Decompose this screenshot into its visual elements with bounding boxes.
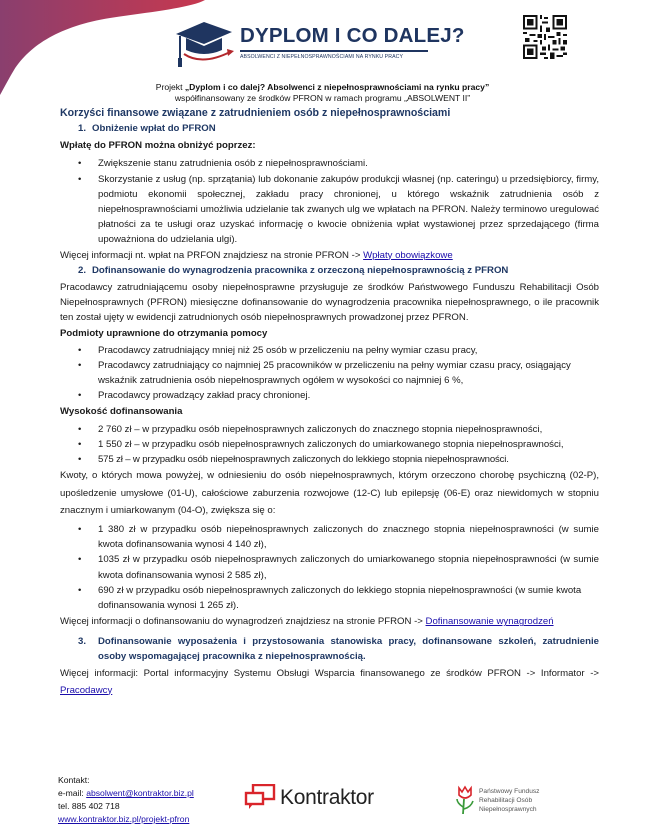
- project-prefix: Projekt: [155, 82, 185, 92]
- contact-label: Kontakt:: [58, 775, 90, 785]
- logo-subtitle: ABSOLWENCI Z NIEPEŁNOSPRAWNOŚCIAMI NA RYNKU PRACY: [240, 54, 404, 60]
- email-link[interactable]: absolwent@kontraktor.biz.pl: [86, 788, 194, 798]
- list-item: • 2 760 zł – w przypadku osób niepełnosprawnych zaliczonych do znacznego stopnia niepełnosprawności,: [78, 423, 543, 435]
- list-item: • 690 zł w przypadku osób niepełnosprawnych zaliczonych do lekkiego stopnia niepełnosprawności (w sumie kwota dofinansowania wynosi 1 265 zł).: [78, 584, 582, 611]
- list-item: • Pracodawcy zatrudniający mniej niż 25 osób w przeliczeniu na pełny wymiar czasu pracy,: [78, 344, 478, 356]
- eligible-list: [60, 343, 599, 404]
- section-1-more-info: Więcej informacji nt. wpłat na PRFON znajdziesz na stronie PFRON -> Wpłaty obowiązkowe: [60, 249, 453, 261]
- amount-heading: Wysokość dofinansowania: [60, 405, 183, 417]
- project-title-line: [0, 82, 645, 92]
- extra-amount-list: [60, 522, 599, 613]
- pfron-name: Państwowy Fundusz Rehabilitacji Osób Niepełnosprawnych: [479, 787, 540, 813]
- contact-email-line: e-mail: absolwent@kontraktor.biz.pl: [58, 788, 194, 798]
- kontraktor-wordmark: Kontraktor: [280, 786, 374, 809]
- footer-contact: [58, 774, 194, 826]
- section-1-title: Obniżenie wpłat do PFRON: [92, 123, 216, 134]
- document-body: [60, 105, 599, 699]
- list-item: • Zwiększenie stanu zatrudnienia osób z niepełnosprawnościami.: [78, 158, 368, 170]
- list-item: • 1035 zł w przypadku osób niepełnosprawnych zaliczonych do umiarkowanego stopnia niepełnosprawności (w sumie kwota dofinansowania wynosi 2 585 zł),: [78, 554, 599, 581]
- section-1-bullet-list: [60, 156, 599, 247]
- speech-bubbles-icon: [244, 784, 276, 812]
- link-wplaty-obowiazkowe[interactable]: Wpłaty obowiązkowe: [363, 249, 453, 261]
- link-dofinansowanie-wynagrodzen[interactable]: Dofinansowanie wynagrodzeń: [425, 616, 554, 628]
- amount-list: [60, 422, 599, 468]
- section-3-title: Dofinansowanie wyposażenia i przystosowania stanowiska pracy, dofinansowane szkoleń, zatrudnienie osoby wspomagającej pracownika z niepełnosprawnością.: [98, 636, 599, 663]
- section-1-lead: Wpłatę do PFRON można obniżyć poprzez:: [60, 140, 256, 152]
- project-name: „Dyplom i co dalej? Absolwenci z niepełnosprawnościami na rynku pracy”: [184, 82, 490, 92]
- website-link[interactable]: www.kontraktor.biz.pl/projekt-pfron: [58, 814, 190, 824]
- kontraktor-logo: [244, 784, 374, 812]
- extra-amounts-intro: Kwoty, o których mowa powyżej, w odniesieniu do osób niepełnosprawnych, którym orzeczono chorobę psychiczną (02-P), upośledzenie umysłowe (01-U), całościowe zaburzenia rozwojowe (12-C) lub epilepsję (06-E) oraz niewidomych w stopniu znacznym i umiarkowanym (04-O), zwiększa się o:: [60, 470, 599, 517]
- logo-divider: [240, 50, 428, 52]
- list-item: • 575 zł – w przypadku osób niepełnosprawnych zaliczonych do lekkiego stopnia niepełnosprawności.: [78, 454, 509, 466]
- graduation-cap-icon: [172, 20, 238, 70]
- qr-code-icon[interactable]: [523, 15, 567, 59]
- contact-phone: tel. 885 402 718: [58, 801, 120, 811]
- list-item: • Skorzystanie z usług (np. sprzątania) lub dokonanie zakupów produkcji własnej (np. cateringu) u przedsiębiorcy, firmy, podmiotu ekonomii społecznej, zakładu pracy chronionej, u którego wskaźnik zatrudnienia osób z niepełnosprawnościami umożliwia udzielanie tak zwanych ulg we wpłatach na PFRON. Należy terminowo uregulować płatności za te usługi oraz uzyskać informację o kwocie obniżenia wpłat wystawionej przez sprzedającego (firma upoważniona do udzielania ulgi).: [78, 173, 599, 246]
- pfron-logo: [455, 785, 539, 815]
- section-3-more-info: Więcej informacji: Portal informacyjny Systemu Obsługi Wsparcia finansowanego ze środków PFRON -> Informator -> Pracodawcy: [60, 667, 599, 696]
- eligible-heading: Podmioty uprawnione do otrzymania pomocy: [60, 327, 268, 339]
- section-1-heading: 1. Obniżenie wpłat do PFRON: [60, 121, 599, 136]
- section-2-more-info: Więcej informacji o dofinansowaniu do wynagrodzeń znajdziesz na stronie PFRON -> Dofinansowanie wynagrodzeń: [60, 616, 554, 628]
- project-funding-line: współfinansowany ze środków PFRON w ramach programu „ABSOLWENT II”: [174, 93, 471, 103]
- list-item: • 1 380 zł w przypadku osób niepełnosprawnych zaliczonych do znacznego stopnia niepełnosprawności (w sumie kwota dofinansowania wynosi 4 140 zł),: [78, 523, 599, 551]
- tulip-icon: [455, 785, 475, 815]
- dyplom-logo: [172, 20, 465, 68]
- list-item: • 1 550 zł – w przypadku osób niepełnosprawnych zaliczonych do umiarkowanego stopnia niepełnosprawności,: [78, 439, 564, 451]
- main-heading: Korzyści finansowe związane z zatrudnieniem osób z niepełnosprawnościami: [60, 107, 451, 119]
- list-item: • Pracodawcy prowadzący zakład pracy chronionej.: [78, 390, 311, 402]
- link-pracodawcy[interactable]: Pracodawcy: [60, 684, 113, 696]
- section-3-heading: 3. Dofinansowanie wyposażenia i przystosowania stanowiska pracy, dofinansowane szkoleń, zatrudnienie osoby wspomagającej pracownika z niepełnosprawnością.: [60, 634, 599, 664]
- list-item: • Pracodawcy zatrudniający co najmniej 25 pracowników w przeliczeniu na pełny wymiar czasu pracy, osiągający wskaźnik zatrudnienia osób niepełnosprawnych ogółem w wysokości co najmniej 6 %,: [78, 360, 571, 387]
- section-2-title: Dofinansowanie do wynagrodzenia pracownika z orzeczoną niepełnosprawnością z PFRON: [92, 264, 509, 276]
- section-2-heading: 2. Dofinansowanie do wynagrodzenia pracownika z orzeczoną niepełnosprawnością z PFRON: [60, 263, 599, 278]
- section-2-intro: Pracodawcy zatrudniającemu osoby niepełnosprawne przysługuje ze środków Państwowego Funduszu Rehabilitacji Osób Niepełnosprawnych (PFRON) miesięczne dofinansowanie do wynagrodzenia pracownika niepełnosprawnego, o ile pracownik ten został ujęty w ewidencji zatrudnionych osób niepełnosprawnych prowadzonej przez PFRON.: [60, 282, 599, 324]
- logo-title: DYPLOM I CO DALEJ?: [240, 24, 465, 47]
